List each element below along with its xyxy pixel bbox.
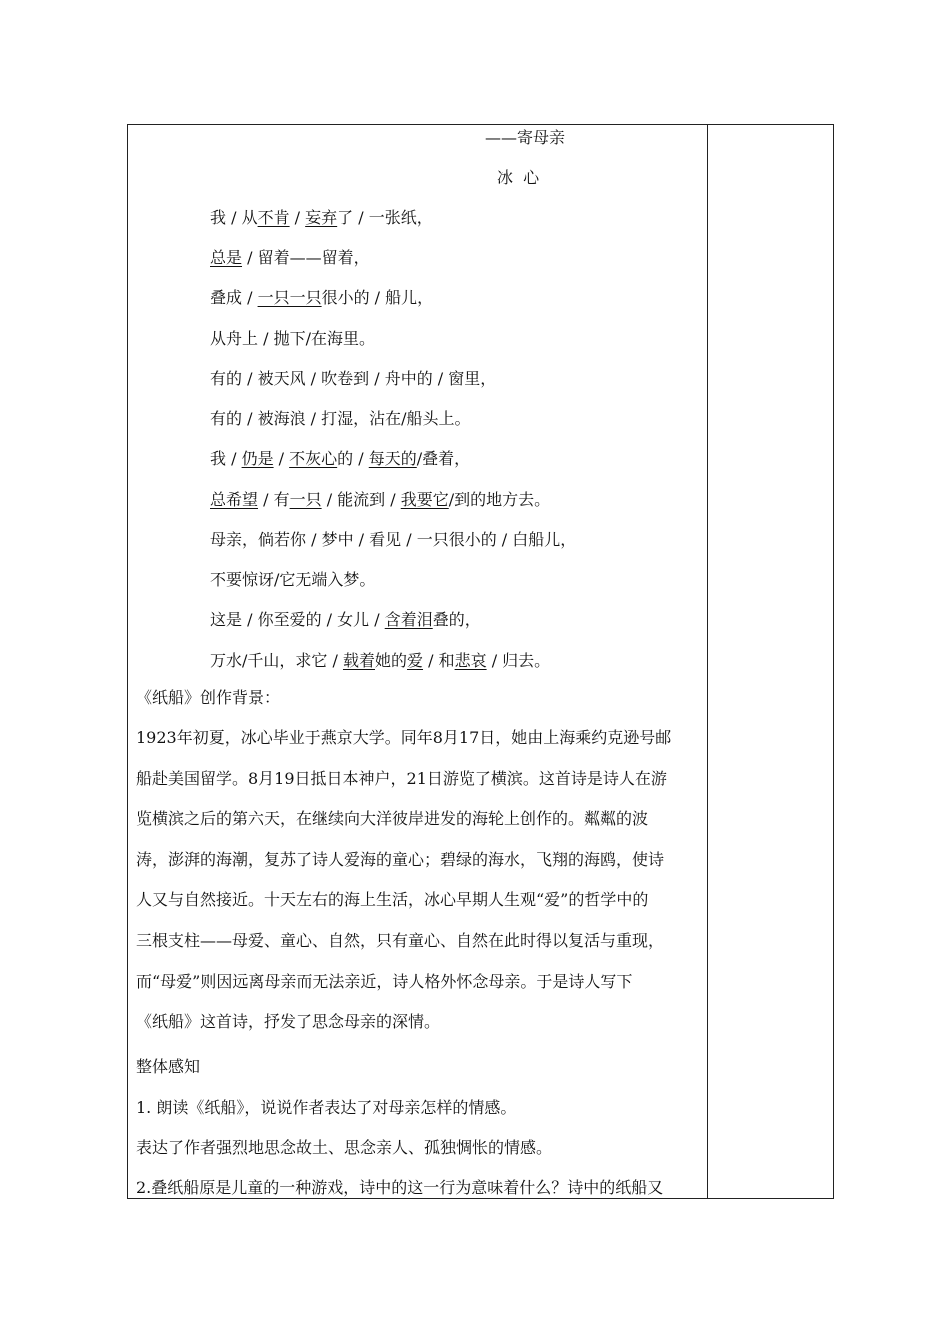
- poem-text: 有的 / 被海浪 / 打湿，沾在/船头上。: [210, 409, 471, 428]
- background-line: 而“母爱”则因远离母亲而无法亲近，诗人格外怀念母亲。于是诗人写下: [136, 971, 633, 991]
- underlined-phrase: 仍是: [241, 449, 274, 468]
- poem-line: [210, 651, 550, 671]
- poem-text: 我 /: [210, 449, 242, 468]
- poem-line: [210, 449, 470, 469]
- underlined-phrase: 我要它: [400, 490, 449, 509]
- underlined-phrase: 爱: [407, 651, 424, 670]
- underlined-phrase: 悲哀: [454, 651, 487, 670]
- underlined-phrase: 含着泪: [384, 610, 433, 629]
- poem-text: /叠着，: [416, 449, 471, 468]
- poem-text: 万水/千山，求它 /: [210, 651, 343, 670]
- underlined-phrase: 总希望: [210, 490, 259, 509]
- poem-text: / 留着——留着，: [242, 248, 370, 267]
- background-line: 三根支柱——母爱、童心、自然，只有童心、自然在此时得以复活与重现，: [136, 931, 665, 950]
- underlined-phrase: 总是: [210, 248, 243, 267]
- background-line: 人又与自然接近。十天左右的海上生活，冰心早期人生观“爱”的哲学中的: [136, 890, 649, 910]
- background-heading: 《纸船》创作背景：: [136, 688, 281, 707]
- perception-heading: 整体感知: [136, 1057, 201, 1076]
- poem-line: [210, 409, 471, 429]
- poem-text: 从舟上 / 抛下/在海里。: [210, 329, 375, 348]
- poem-line: [210, 369, 496, 389]
- background-line: 览横滨之后的第六天，在继续向大洋彼岸进发的海轮上创作的。粼粼的波: [136, 809, 649, 829]
- underlined-phrase: 妄弃: [305, 208, 338, 227]
- poem-text: 我 / 从: [210, 208, 258, 227]
- poem-text: /: [273, 449, 290, 468]
- poem-text: 的 /: [337, 449, 369, 468]
- poem-line: [210, 610, 481, 630]
- poem-text: / 能流到 /: [321, 490, 401, 509]
- poem-text: 很小的 / 船儿，: [321, 288, 434, 307]
- background-line: 《纸船》这首诗，抒发了思念母亲的深情。: [136, 1012, 441, 1032]
- background-line: 船赴美国留学。8月19日抵日本神户，21日游览了横滨。这首诗是诗人在游: [136, 768, 667, 788]
- poem-text: /: [289, 208, 306, 227]
- underlined-phrase: 每天的: [368, 449, 417, 468]
- underlined-phrase: 一只: [289, 490, 322, 509]
- poem-text: /到的地方去。: [448, 490, 551, 509]
- background-line: 1923年初夏，冰心毕业于燕京大学。同年8月17日，她由上海乘约克逊号邮: [136, 728, 672, 747]
- poem-text: / 和: [423, 651, 455, 670]
- poem-line: [210, 288, 433, 308]
- poem-text: 有的 / 被天风 / 吹卷到 / 舟中的 / 窗里，: [210, 369, 497, 388]
- poem-line: [210, 530, 576, 550]
- underlined-phrase: 一只一只: [257, 288, 322, 307]
- question-2: 2.叠纸船原是儿童的一种游戏，诗中的这一行为意味着什么？诗中的纸船又: [136, 1178, 664, 1197]
- poem-line: [210, 208, 433, 228]
- poem-text: 不要惊讶/它无端入梦。: [210, 570, 376, 589]
- answer-1: 表达了作者强烈地思念故土、思念亲人、孤独惆怅的情感。: [136, 1138, 553, 1157]
- poem-line: [210, 490, 550, 510]
- poem-text: 叠成 /: [210, 288, 258, 307]
- poem-subtitle: ——寄母亲: [485, 128, 566, 147]
- poem-text: / 有: [258, 490, 290, 509]
- background-line: 涛，澎湃的海潮，复苏了诗人爱海的童心；碧绿的海水，飞翔的海鸥，使诗: [136, 849, 665, 869]
- poem-author: 冰 心: [497, 168, 540, 187]
- poem-text: 了 / 一张纸，: [337, 208, 433, 227]
- poem-line: [210, 248, 370, 268]
- poem-line: [210, 329, 375, 349]
- underlined-phrase: 载着: [342, 651, 375, 670]
- question-1: 1. 朗读《纸船》，说说作者表达了对母亲怎样的情感。: [136, 1098, 517, 1117]
- poem-line: [210, 570, 375, 590]
- underlined-phrase: 不肯: [257, 208, 290, 227]
- poem-text: 她的: [374, 651, 407, 670]
- poem-text: / 归去。: [486, 651, 551, 670]
- underlined-phrase: 不灰心: [289, 449, 338, 468]
- poem-text: 这是 / 你至爱的 / 女儿 /: [210, 610, 385, 629]
- column-divider: [707, 124, 708, 1199]
- poem-text: 母亲，倘若你 / 梦中 / 看见 / 一只很小的 / 白船儿，: [210, 530, 577, 549]
- poem-text: 叠的，: [432, 610, 481, 629]
